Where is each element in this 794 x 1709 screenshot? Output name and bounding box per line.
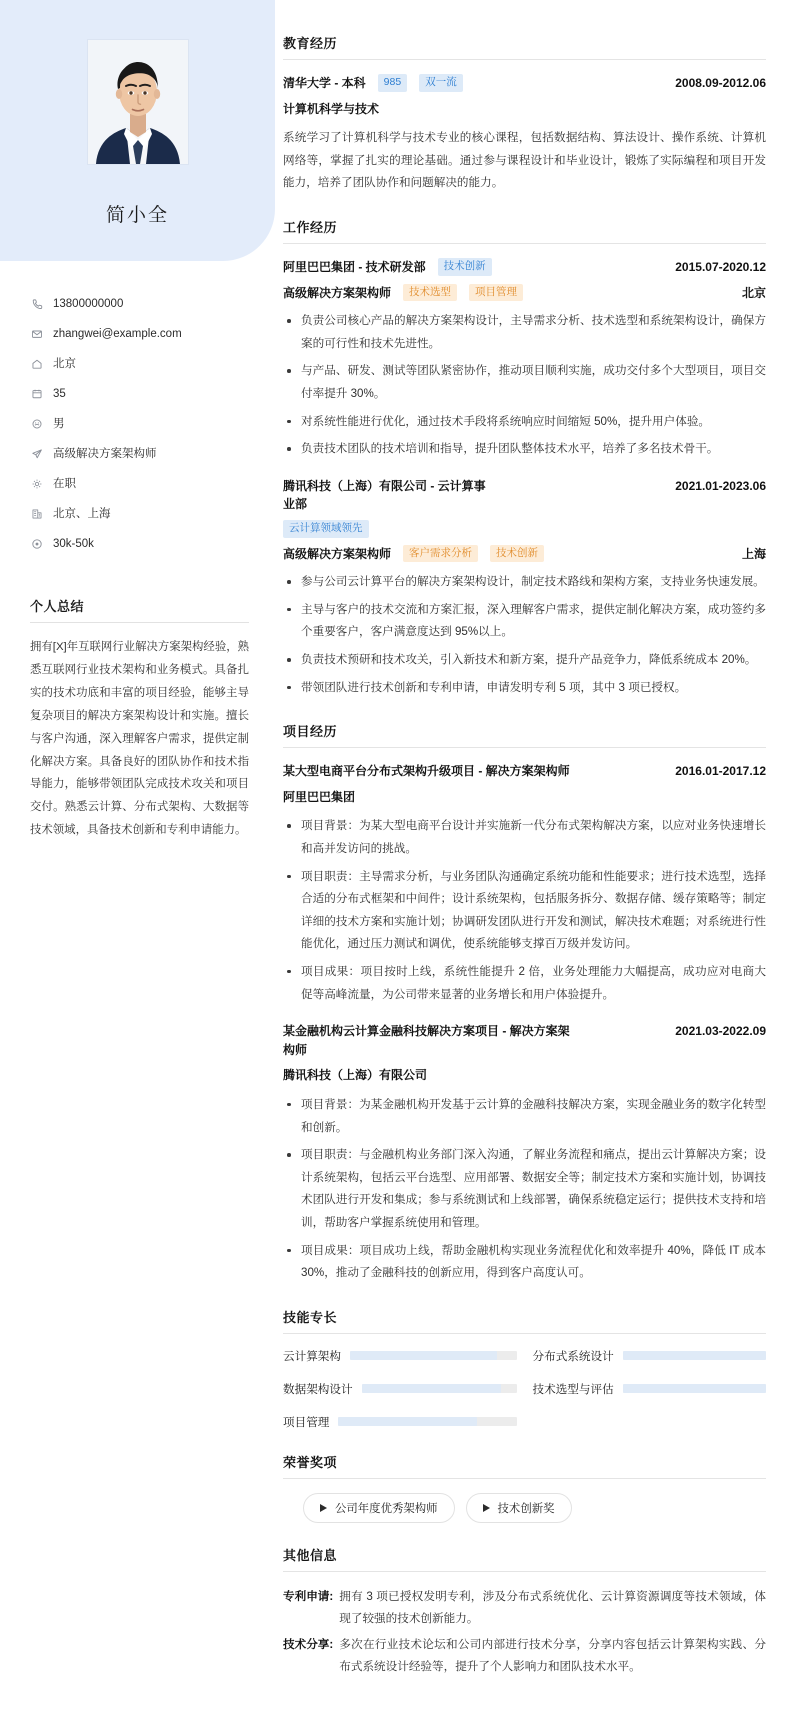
skill-item — [283, 1414, 517, 1430]
project-bullets — [283, 815, 766, 1006]
work-entry — [283, 477, 766, 700]
project-date: 2021.03-2022.09 — [675, 1024, 766, 1039]
skills-section — [283, 1307, 766, 1430]
skill-item — [283, 1381, 517, 1397]
entry-header — [283, 762, 766, 781]
skill-label: 项目管理 — [283, 1415, 330, 1429]
entry-header — [283, 1022, 766, 1059]
job-role: 高级解决方案架构师 — [283, 546, 392, 561]
contact-item-phone — [30, 297, 249, 312]
skill-progress-fill — [623, 1351, 766, 1360]
section-title-work: 工作经历 — [283, 217, 766, 244]
main-content — [275, 0, 794, 1709]
contact-value: 北京 — [53, 357, 76, 370]
skill-label: 分布式系统设计 — [532, 1349, 614, 1363]
list-item: 项目成果：项目成功上线，帮助金融机构实现业务流程优化和效率提升 40%，降低 IT 成本 30%，推动了金融科技的创新应用，得到客户高度认可。 — [283, 1240, 766, 1285]
list-item: 项目背景：为某金融机构开发基于云计算的金融科技解决方案，实现金融业务的数字化转型和创新。 — [283, 1094, 766, 1139]
status-icon — [30, 477, 44, 491]
role-tag: 技术选型 — [403, 284, 457, 302]
role-tag: 客户需求分析 — [403, 545, 478, 563]
building-icon — [30, 507, 44, 521]
other-info-key: 专利申请: — [283, 1589, 334, 1603]
skill-progress-track — [623, 1384, 766, 1393]
entry-header — [283, 74, 766, 93]
contact-item-home — [30, 357, 249, 372]
work-section — [283, 217, 766, 699]
education-section — [283, 33, 766, 195]
education-date: 2008.09-2012.06 — [675, 76, 766, 90]
company-name: 阿里巴巴集团 - 技术研发部 — [283, 259, 426, 274]
page-title: 简小全 — [105, 205, 169, 226]
other-info-section — [283, 1545, 766, 1679]
work-date: 2015.07-2020.12 — [675, 259, 766, 274]
section-title-awards: 荣誉奖项 — [283, 1452, 766, 1479]
summary-title: 个人总结 — [30, 596, 249, 623]
awards-list — [283, 1493, 766, 1523]
company-tag: 云计算领域领先 — [283, 520, 369, 538]
project-name: 某大型电商平台分布式架构升级项目 - 解决方案架构师 — [283, 764, 570, 779]
education-entry — [283, 74, 766, 195]
other-info-key: 技术分享: — [283, 1637, 334, 1651]
company-tag: 技术创新 — [438, 258, 492, 276]
contact-value: 在职 — [53, 477, 76, 490]
list-item: 带领团队进行技术创新和专利申请，申请发明专利 5 项，其中 3 项已授权。 — [283, 677, 766, 700]
award-pill[interactable] — [303, 1493, 455, 1523]
other-info-row — [283, 1586, 766, 1631]
list-item: 主导与客户的技术交流和方案汇报，深入理解客户需求，提供定制化解决方案，成功签约多个重要客户，客户满意度达到 95%以上。 — [283, 599, 766, 644]
skill-label: 云计算架构 — [283, 1349, 341, 1363]
skill-item — [533, 1348, 767, 1364]
education-tag: 双一流 — [419, 74, 463, 92]
work-location: 上海 — [741, 546, 766, 561]
company-name: 腾讯科技（上海）有限公司 - 云计算事业部 — [283, 478, 486, 512]
list-item: 项目成果：项目按时上线，系统性能提升 2 倍，业务处理能力大幅提高，成功应对电商大促等高峰流量，为公司带来显著的业务增长和用户体验提升。 — [283, 961, 766, 1006]
skills-grid — [283, 1348, 766, 1430]
projects-section — [283, 721, 766, 1284]
section-title-education: 教育经历 — [283, 33, 766, 60]
contact-value: 男 — [53, 417, 65, 430]
list-item: 与产品、研发、测试等团队紧密协作，推动项目顺利实施，成功交付多个大型项目，项目交付率提升 30%。 — [283, 360, 766, 405]
project-name: 某金融机构云计算金融科技解决方案项目 - 解决方案架构师 — [283, 1024, 570, 1057]
work-date: 2021.01-2023.06 — [675, 478, 766, 493]
home-icon — [30, 357, 44, 371]
gender-icon — [30, 417, 44, 431]
contact-value: 35 — [53, 387, 66, 400]
list-item: 项目职责：主导需求分析，与业务团队沟通确定系统功能和性能要求；进行技术选型，选择合适的分布式框架和中间件；设计系统架构，包括服务拆分、数据存储、缓存策略等；制定详细的技术方案和实施计划；协调研发团队进行开发和测试，解决技术难题；对系统进行性能优化，通过压力测试和调优，使系统能够支撑百万级并发访问。 — [283, 866, 766, 956]
role-tag: 技术创新 — [490, 545, 544, 563]
profile-hero — [0, 0, 275, 261]
list-item: 负责技术预研和技术攻关，引入新技术和新方案，提升产品竞争力，降低系统成本 20%。 — [283, 649, 766, 672]
list-item: 项目职责：与金融机构业务部门深入沟通，了解业务流程和痛点，提出云计算解决方案；设计系统架构，包括云平台选型、应用部署、数据安全等；制定技术方案和实施计划，协调技术团队进行开发和集成；参与系统测试和上线部署，确保系统稳定运行；提供技术支持和培训，帮助客户掌握系统使用和管理。 — [283, 1144, 766, 1234]
contact-item-email — [30, 327, 249, 342]
contact-item-salary — [30, 537, 249, 552]
avatar — [88, 40, 188, 164]
contact-item-job-title — [30, 447, 249, 462]
project-org: 腾讯科技（上海）有限公司 — [283, 1068, 428, 1083]
contact-value: zhangwei@example.com — [53, 327, 182, 340]
project-bullets — [283, 1094, 766, 1285]
contact-item-gender — [30, 417, 249, 432]
sidebar — [0, 0, 275, 882]
contact-item-status — [30, 477, 249, 492]
skill-label: 技术选型与评估 — [532, 1382, 614, 1396]
contact-value: 北京、上海 — [53, 507, 111, 520]
award-label: 技术创新奖 — [497, 1502, 555, 1515]
skill-item — [283, 1348, 517, 1364]
role-tag: 项目管理 — [469, 284, 523, 302]
target-icon — [30, 447, 44, 461]
section-title-projects: 项目经历 — [283, 721, 766, 748]
list-item: 对系统性能进行优化，通过技术手段将系统响应时间缩短 50%，提升用户体验。 — [283, 411, 766, 434]
section-title-skills: 技能专长 — [283, 1307, 766, 1334]
section-title-other: 其他信息 — [283, 1545, 766, 1572]
salary-icon — [30, 537, 44, 551]
play-triangle-icon — [483, 1504, 490, 1512]
award-pill[interactable] — [466, 1493, 572, 1523]
award-label: 公司年度优秀架构师 — [335, 1502, 438, 1515]
skill-progress-fill — [350, 1351, 497, 1360]
project-entry — [283, 762, 766, 1006]
work-location: 北京 — [741, 285, 766, 300]
other-info-value: 多次在行业技术论坛和公司内部进行技术分享，分享内容包括云计算架构实践、分布式系统设计经验等，提升了个人影响力和团队技术水平。 — [339, 1637, 766, 1674]
calendar-icon — [30, 387, 44, 401]
work-bullets — [283, 310, 766, 461]
education-major: 计算机科学与技术 — [283, 101, 380, 116]
contact-list — [0, 261, 275, 551]
skill-progress-track — [350, 1351, 517, 1360]
entry-subheader — [283, 284, 766, 303]
entry-header — [283, 258, 766, 277]
list-item: 参与公司云计算平台的解决方案架构设计，制定技术路线和架构方案，支持业务快速发展。 — [283, 571, 766, 594]
skill-progress-fill — [362, 1384, 501, 1393]
list-item: 项目背景：为某大型电商平台设计并实施新一代分布式架构解决方案，以应对业务快速增长和高并发访问的挑战。 — [283, 815, 766, 860]
skill-progress-track — [338, 1417, 516, 1426]
list-item: 负责公司核心产品的解决方案架构设计，主导需求分析、技术选型和系统架构设计，确保方案的可行性和技术先进性。 — [283, 310, 766, 355]
project-date: 2016.01-2017.12 — [675, 764, 766, 779]
work-entry — [283, 258, 766, 461]
summary-section — [0, 566, 275, 841]
education-tag: 985 — [378, 74, 408, 92]
education-description: 系统学习了计算机科学与技术专业的核心课程，包括数据结构、算法设计、操作系统、计算机网络等，掌握了扎实的理论基础。通过参与课程设计和毕业设计，锻炼了实际编程和项目开发能力，培养了团队协作和问题解决的能力。 — [283, 131, 766, 190]
other-info-value: 拥有 3 项已授权发明专利，涉及分布式系统优化、云计算资源调度等技术领域，体现了较强的技术创新能力。 — [339, 1589, 766, 1626]
contact-item-age — [30, 387, 249, 402]
contact-item-work-location — [30, 507, 249, 522]
project-org: 阿里巴巴集团 — [283, 789, 356, 804]
summary-text: 拥有[X]年互联网行业解决方案架构经验，熟悉互联网行业技术架构和业务模式。具备扎实的技术功底和丰富的项目经验，能够主导复杂项目的解决方案架构设计和实施。擅长与客户沟通，深入理解客户需求，提供定制化解决方案。具备良好的团队协作和技术指导能力，能够带领团队完成技术攻关和项目交付。熟悉云计算、分布式架构、大数据等技术领域，具备技术创新和专利申请能力。 — [30, 641, 249, 836]
project-entry — [283, 1022, 766, 1285]
skill-progress-fill — [338, 1417, 477, 1426]
skill-progress-track — [362, 1384, 517, 1393]
skill-item — [533, 1381, 767, 1397]
skill-progress-track — [623, 1351, 766, 1360]
contact-value: 高级解决方案架构师 — [53, 447, 157, 460]
list-item: 负责技术团队的技术培训和指导，提升团队整体技术水平，培养了多名技术骨干。 — [283, 438, 766, 461]
play-triangle-icon — [320, 1504, 327, 1512]
school-name: 清华大学 - 本科 — [283, 76, 366, 90]
job-role: 高级解决方案架构师 — [283, 285, 392, 300]
contact-value: 13800000000 — [53, 298, 124, 310]
entry-header — [283, 477, 766, 538]
email-icon — [30, 327, 44, 341]
awards-section — [283, 1452, 766, 1523]
skill-progress-fill — [623, 1384, 766, 1393]
skill-label: 数据架构设计 — [283, 1382, 353, 1396]
work-bullets — [283, 571, 766, 699]
contact-value: 30k-50k — [53, 537, 94, 550]
entry-subheader — [283, 545, 766, 564]
phone-icon — [30, 297, 44, 311]
other-info-row — [283, 1634, 766, 1679]
